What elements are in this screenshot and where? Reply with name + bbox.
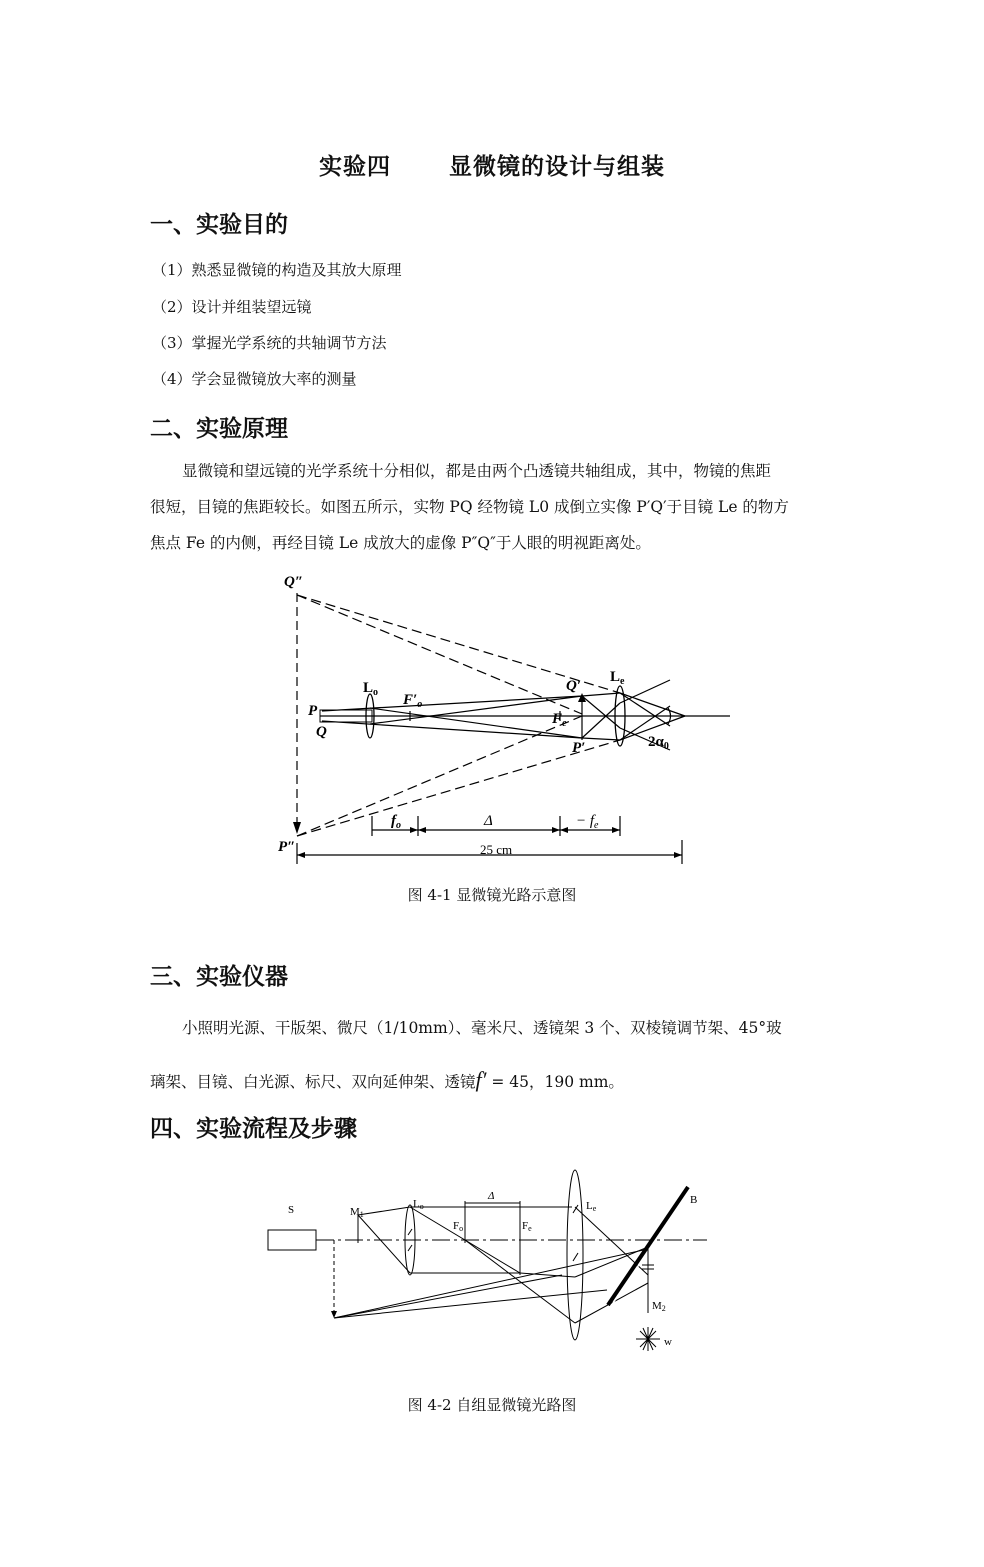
label-p-prime: P′: [572, 740, 586, 756]
label-fe: Fe: [522, 1220, 532, 1233]
arrow-left-icon: [297, 852, 305, 858]
label-lo: $L_o$: [363, 680, 379, 698]
arrow-down-icon: [293, 822, 301, 834]
ray: [334, 1290, 607, 1318]
ray: [322, 696, 582, 711]
label-fo-prime: $F'_o$: [403, 692, 423, 710]
lens-hatch: [408, 1229, 412, 1235]
apparatus-line: 璃架、目镜、白光源、标尺、双向延伸架、透镜f′ = 45，190 mm。: [150, 1067, 624, 1092]
label-fe: $F_e$: [552, 711, 567, 729]
principle-line: 焦点 Fe 的内侧，再经目镜 Le 成放大的虚像 P″Q″于人眼的明视距离处。: [150, 534, 651, 552]
arrow-right-icon: [552, 827, 560, 833]
label-fo: Fo: [453, 1220, 464, 1233]
eyepiece-lens: [567, 1170, 583, 1340]
ray: [582, 693, 620, 696]
label-q-prime: Q′: [566, 678, 582, 694]
objective-item: （4）学会显微镜放大率的测量: [152, 370, 357, 388]
label-b: B: [690, 1194, 698, 1206]
beam-splitter-highlight: [611, 1188, 691, 1306]
ray: [620, 693, 670, 726]
label-s: S: [288, 1204, 295, 1216]
page-title: [0, 148, 984, 181]
ray: [358, 1215, 410, 1273]
label-p-double-prime: P″: [278, 839, 296, 855]
figure-microscope-optical-path: [260, 568, 740, 873]
arrow-left-icon: [418, 827, 426, 833]
label-m2: M2: [652, 1300, 666, 1313]
label-q-double-prime: Q″: [284, 574, 304, 590]
ray-dashed: [297, 595, 582, 714]
ray-dashed: [297, 716, 582, 836]
label-q: Q: [316, 724, 327, 740]
title-left: 实验四: [319, 153, 391, 180]
objective-item: （1）熟悉显微镜的构造及其放大原理: [152, 261, 402, 279]
ray: [370, 708, 582, 738]
label-f-o: $f_o$: [391, 813, 401, 831]
ray: [582, 696, 620, 728]
sun-burst-icon: [636, 1327, 660, 1351]
arrow-left-icon: [560, 827, 568, 833]
section-heading-objectives: 一、实验目的: [150, 211, 288, 238]
figure1-caption: 图 4-1 显微镜光路示意图: [407, 886, 577, 904]
objective-item: （2）设计并组装望远镜: [152, 298, 312, 316]
label-p: P: [308, 703, 318, 719]
section-heading-procedure: 四、实验流程及步骤: [150, 1115, 357, 1142]
ray: [334, 1275, 562, 1318]
arrow-up-icon: [578, 693, 586, 702]
principle-line: 显微镜和望远镜的光学系统十分相似，都是由两个凸透镜共轴组成，其中，物镜的焦距: [182, 462, 772, 480]
principle-paragraph: [150, 453, 840, 561]
apparatus-line: 小照明光源、干版架、微尺（1/10mm）、毫米尺、透镜架 3 个、双棱镜调节架、45°玻: [182, 1019, 782, 1037]
f-prime-symbol: f′: [475, 1067, 487, 1092]
figure-self-assembled-microscope: [262, 1165, 722, 1365]
label-w: w: [664, 1336, 672, 1348]
title-right: 显微镜的设计与组装: [449, 153, 665, 180]
label-le: Le: [586, 1200, 597, 1213]
section-heading-apparatus: 三、实验仪器: [150, 963, 288, 990]
label-le: $L_e$: [610, 669, 625, 687]
label-delta: Δ: [484, 813, 493, 829]
figure2-caption: 图 4-2 自组显微镜光路图: [407, 1396, 577, 1414]
label-distance: 25 cm: [480, 842, 513, 857]
ray: [582, 738, 620, 740]
ray: [582, 703, 620, 738]
objective-item: （3）掌握光学系统的共轴调节方法: [152, 334, 387, 352]
label-minus-fe: − $f_e$: [576, 813, 599, 831]
arrow-right-icon: [612, 827, 620, 833]
ray: [620, 693, 685, 716]
principle-line: 很短，目镜的焦距较长。如图五所示，实物 PQ 经物镜 L0 成倒立实像 P′Q′于目镜 Le 的物方: [150, 498, 789, 516]
ray: [620, 680, 670, 703]
arrow-right-icon: [674, 852, 682, 858]
lens-hatch: [408, 1245, 412, 1251]
light-source-box: [268, 1230, 316, 1250]
label-angle: $2\alpha_0$: [648, 734, 669, 752]
arrow-down-icon: [331, 1311, 337, 1318]
label-lo: Lo: [413, 1198, 424, 1211]
apparatus-paragraph: [150, 1002, 840, 1108]
section-heading-principle: 二、实验原理: [150, 415, 288, 442]
label-m1: M1: [350, 1206, 364, 1219]
ray: [322, 721, 582, 738]
arrow-right-icon: [410, 827, 418, 833]
ray: [370, 696, 582, 724]
lens-hatch: [573, 1253, 578, 1261]
label-delta: Δ: [488, 1190, 495, 1202]
ray: [358, 1207, 410, 1215]
